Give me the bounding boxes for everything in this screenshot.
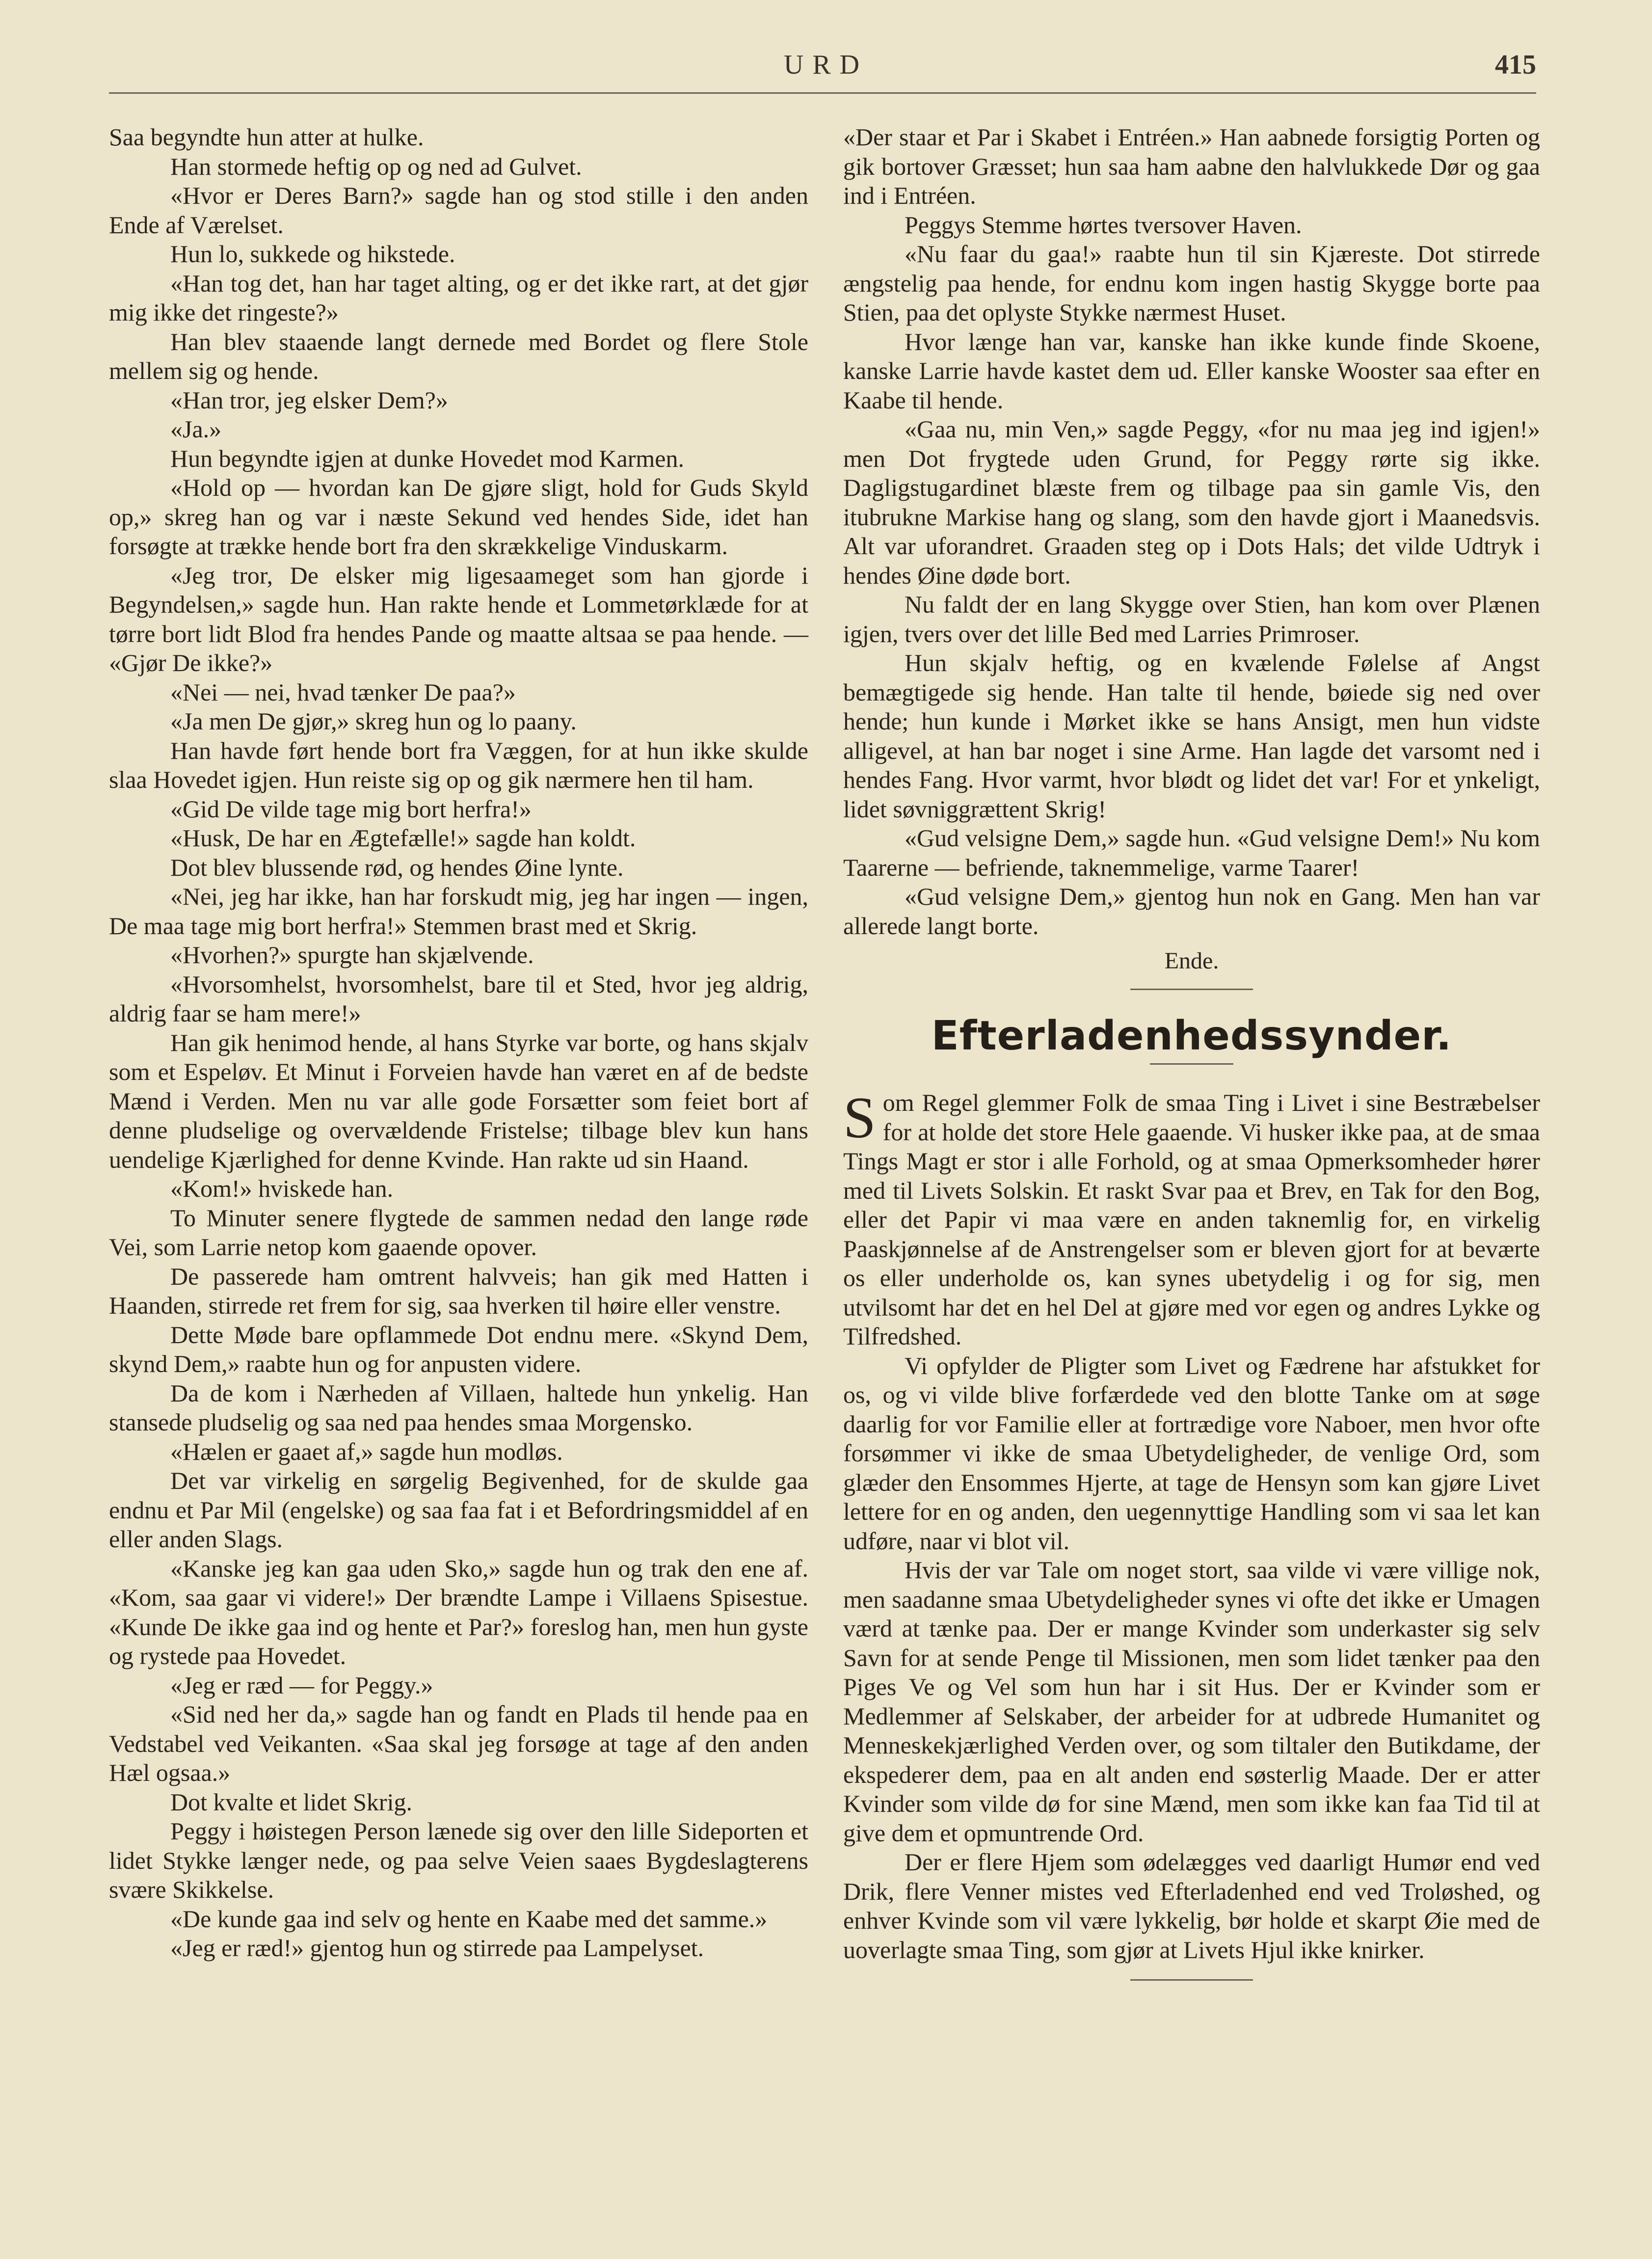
paragraph: «Nu faar du gaa!» raabte hun til sin Kjæreste. Dot stirrede ængstelig paa hende, for endnu kom ingen hastig Skygge borte paa Stien, paa det oplyste Stykke nærmest Huset. — [843, 240, 1540, 326]
paragraph: Vi opfylder de Pligter som Livet og Fædrene har afstukket for os, og vi vilde blive forfærdede ved den blotte Tanke om at søge daarlig for vor Familie eller at fortrædige vore Naboer, men hvor ofte forsømmer vi ikke de smaa Ubetydeligheder, de venlige Ord, som glæder den Ensommes Hjerte, at tage de Hensyn som kan gjøre Livet lettere for en og anden, den uegennyttige Handling som vi saa let kan udføre, naar vi blot vil. — [843, 1351, 1540, 1555]
paragraph: «Ja men De gjør,» skreg hun og lo paany. — [170, 707, 577, 735]
paragraph: «Gud velsigne Dem,» gjentog hun nok en Gang. Men han var allerede langt borte. — [843, 883, 1540, 940]
paragraph: «Hvorsomhelst, hvorsomhelst, bare til et Sted, hvor jeg aldrig, aldrig faar se ham mere!» — [109, 970, 808, 1027]
article-first-paragraph — [843, 1085, 1540, 1351]
paragraph: «Jeg er ræd!» gjentog hun og stirrede paa Lampelyset. — [170, 1934, 704, 1962]
paragraph: «Sid ned her da,» sagde han og fandt en Plads til hende paa en Vedstabel ved Veikanten. «Saa skal jeg forsøge at tage af den anden Hæl ogsaa.» — [109, 1700, 808, 1786]
article-title: Efterladenhedssynder. — [931, 1012, 1452, 1059]
paragraph: Han havde ført hende bort fra Væggen, for at hun ikke skulde slaa Hovedet igjen. Hun reiste sig op og gik nærmere hen til ham. — [109, 736, 808, 793]
story-end: Ende. — [1164, 948, 1219, 974]
right-column — [843, 123, 1540, 1981]
paragraph: Hvor længe han var, kanske han ikke kunde finde Skoene, kanske Larrie havde kastet dem ud. Eller kanske Wooster saa efter en Kaabe til hende. — [843, 327, 1540, 414]
paragraph: «Kanske jeg kan gaa uden Sko,» sagde hun og trak den ene af. «Kom, saa gaar vi videre!» Der brændte Lampe i Villaens Spisestue. «Kunde De ikke gaa ind og hente et Par?» foreslog han, men hun gyste og rystede paa Hovedet. — [109, 1554, 808, 1669]
paragraph: Hun lo, sukkede og hikstede. — [170, 240, 455, 268]
paragraph: Dot blev blussende rød, og hendes Øine lynte. — [170, 853, 624, 881]
paragraph: Dot kvalte et lidet Skrig. — [170, 1788, 412, 1816]
paragraph: Hun skjalv heftig, og en kvælende Følelse af Angst bemægtigede sig hende. Han talte til hende, bøiede sig ned over hende; hun kunde i Mørket ikke se hans Ansigt, men hun vidste alligevel, at han bar noget i sine Arme. Han lagde det varsomt ned i hendes Fang. Hvor varmt, hvor blødt og lidet det var! For et ynkeligt, lidet søvniggrættent Skrig! — [843, 649, 1540, 823]
paragraph: Hvis der var Tale om noget stort, saa vilde vi være villige nok, men saadanne smaa Ubetydeligheder synes vi ofte det ikke er Umagen værd at tænke paa. Der er mange Kvinder som underkaster sig selv Savn for at sende Penge til Missionen, men som lidet tænker paa den Piges Ve og Vel som hun har i sit Hus. Der er Kvinder som er Medlemmer af Selskaber, der arbeider for at udbrede Humanitet og Menneskekjærlighed Verden over, og som tiltaler den Butikdame, der ekspederer dem, paa en alt anden end søsterlig Maade. Der er atter Kvinder som vilde dø for sine Mænd, men som ikke kan faa Tid til at give dem et opmuntrende Ord. — [843, 1556, 1540, 1847]
paragraph: «Han tror, jeg elsker Dem?» — [170, 386, 448, 414]
paragraph: «Gaa nu, min Ven,» sagde Peggy, «for nu maa jeg ind igjen!» men Dot frygtede uden Grund, for Peggy rørte sig ikke. Dagligstugardinet blæste frem og tilbage paa sin gamle Vis, den itubrukne Markise hang og slang, som den havde gjort i Maanedsvis. Alt var uforandret. Graaden steg op i Dots Hals; det vilde Udtryk i hendes Øine døde bort. — [843, 415, 1540, 589]
running-title: URD — [783, 50, 869, 80]
paragraph: «Han tog det, han har taget alting, og er det ikke rart, at det gjør mig ikke det ringeste?» — [109, 269, 808, 326]
paragraph: Han gik henimod hende, al hans Styrke var borte, og hans skjalv som et Espeløv. Et Minut i Forveien havde han været en af de bedste Mænd i Verden. Men nu var alle gode Forsætter som feiet bort af denne pludselige og overvældende Fristelse; tilbage blev kun hans uendelige Kjærlighed for denne Kvinde. Han rakte ud sin Haand. — [109, 1028, 808, 1173]
paragraph: «Ja.» — [170, 415, 222, 443]
paragraph: «Gud velsigne Dem,» sagde hun. «Gud velsigne Dem!» Nu kom Taarerne — befriende, taknemmelige, varme Taarer! — [843, 824, 1540, 881]
paragraph: «De kunde gaa ind selv og hente en Kaabe med det samme.» — [170, 1905, 768, 1933]
paragraph: Han blev staaende langt dernede med Bordet og flere Stole mellem sig og hende. — [109, 327, 808, 384]
page-number: 415 — [1495, 50, 1536, 80]
paragraph: «Gid De vilde tage mig bort herfra!» — [170, 795, 532, 823]
first-paragraph-text: om Regel glemmer Folk de smaa Ting i Livet i sine Bestræbelser for at holde det store Hele gaaende. Vi husker ikke paa, at de smaa Tings Magt er stor i alle Forhold, og at smaa Opmerksomheder hører med til Livets Solskin. Et raskt Svar paa et Brev, en Tak for den Bog, eller det Papir vi maa være en anden taknemlig for, en virkelig Paaskjønnelse af de Anstrengelser som er bleven gjort for at beværte os eller underholde os, kan synes ubetydelig i og for sig, men utvilsomt har det en hel Del at gjøre med vor egen og andres Lykke og Tilfredshed. — [843, 1089, 1540, 1350]
paragraph: «Jeg tror, De elsker mig ligesaameget som han gjorde i Begyndelsen,» sagde hun. Han rakte hende et Lommetørklæde for at tørre bort lidt Blod fra hendes Pande og maatte altsaa se paa hende. — «Gjør De ikke?» — [109, 561, 808, 676]
paragraph: De passerede ham omtrent halvveis; han gik med Hatten i Haanden, stirrede ret frem for sig, saa hverken til høire eller venstre. — [109, 1262, 808, 1319]
paragraph: Saa begyndte hun atter at hulke. — [109, 123, 424, 151]
paragraph: Der er flere Hjem som ødelægges ved daarligt Humør end ved Drik, flere Venner mistes ved Efterladenhed end ved Troløshed, og enhver Kvinde som vil være lykkelig, bør holde et skarpt Øie med de uoverlagte smaa Ting, som gjør at Livets Hjul ikke knirker. — [843, 1848, 1540, 1963]
title-rule — [1150, 1063, 1233, 1065]
paragraph: Det var virkelig en sørgelig Begivenhed, for de skulde gaa endnu et Par Mil (engelske) og saa faa fat i et Befordringsmiddel af en eller anden Slags. — [109, 1467, 808, 1553]
paragraph: «Nei — nei, hvad tænker De paa?» — [170, 678, 516, 706]
dropcap: S — [843, 1085, 876, 1150]
paragraph: Peggys Stemme hørtes tversover Haven. — [905, 211, 1302, 239]
paragraph: To Minuter senere flygtede de sammen nedad den lange røde Vei, som Larrie netop kom gaaende opover. — [109, 1204, 808, 1261]
paragraph: Peggy i høistegen Person lænede sig over den lille Sideporten et lidet Stykke længer nede, og paa selve Veien saaes Bygdeslagterens svære Skikkelse. — [109, 1817, 808, 1903]
paragraph: Hun begyndte igjen at dunke Hovedet mod Karmen. — [170, 444, 684, 472]
paragraph: «Jeg er ræd — for Peggy.» — [170, 1671, 433, 1699]
paragraph: «Nei, jeg har ikke, han har forskudt mig, jeg har ingen — ingen, De maa tage mig bort herfra!» Stemmen brast med et Skrig. — [109, 883, 808, 940]
paragraph: Dette Møde bare opflammede Dot endnu mere. «Skynd Dem, skynd Dem,» raabte hun og for anpusten videre. — [109, 1320, 808, 1377]
paragraph: «Kom!» hviskede han. — [170, 1175, 394, 1202]
paragraph: Da de kom i Nærheden af Villaen, haltede hun ynkelig. Han stansede pludselig og saa ned paa hendes smaa Morgensko. — [109, 1379, 808, 1436]
paragraph: «Husk, De har en Ægtefælle!» sagde han koldt. — [170, 824, 636, 852]
paragraph: Han stormede heftig op og ned ad Gulvet. — [170, 152, 582, 180]
paragraph: Nu faldt der en lang Skygge over Stien, han kom over Plænen igjen, tvers over det lille Bed med Larries Primroser. — [843, 591, 1540, 647]
paragraph: «Der staar et Par i Skabet i Entréen.» Han aabnede forsigtig Porten og gik bortover Græsset; hun saa ham aabne den halvlukkede Dør og gaa ind i Entréen. — [843, 123, 1540, 209]
paragraph: «Hvor er Deres Barn?» sagde han og stod stille i den anden Ende af Værelset. — [109, 182, 808, 239]
end-rule — [1130, 989, 1253, 990]
header-rule — [109, 92, 1536, 94]
paragraph: «Hælen er gaaet af,» sagde hun modløs. — [170, 1437, 563, 1465]
left-column — [109, 123, 808, 1963]
closing-rule — [1130, 1979, 1253, 1981]
paragraph: «Hvorhen?» spurgte han skjælvende. — [170, 941, 534, 968]
paragraph: «Hold op — hvordan kan De gjøre sligt, hold for Guds Skyld op,» skreg han og var i næste Sekund ved hendes Side, idet han forsøgte at trække hende bort fra den skrækkelige Vinduskarm. — [109, 474, 808, 560]
